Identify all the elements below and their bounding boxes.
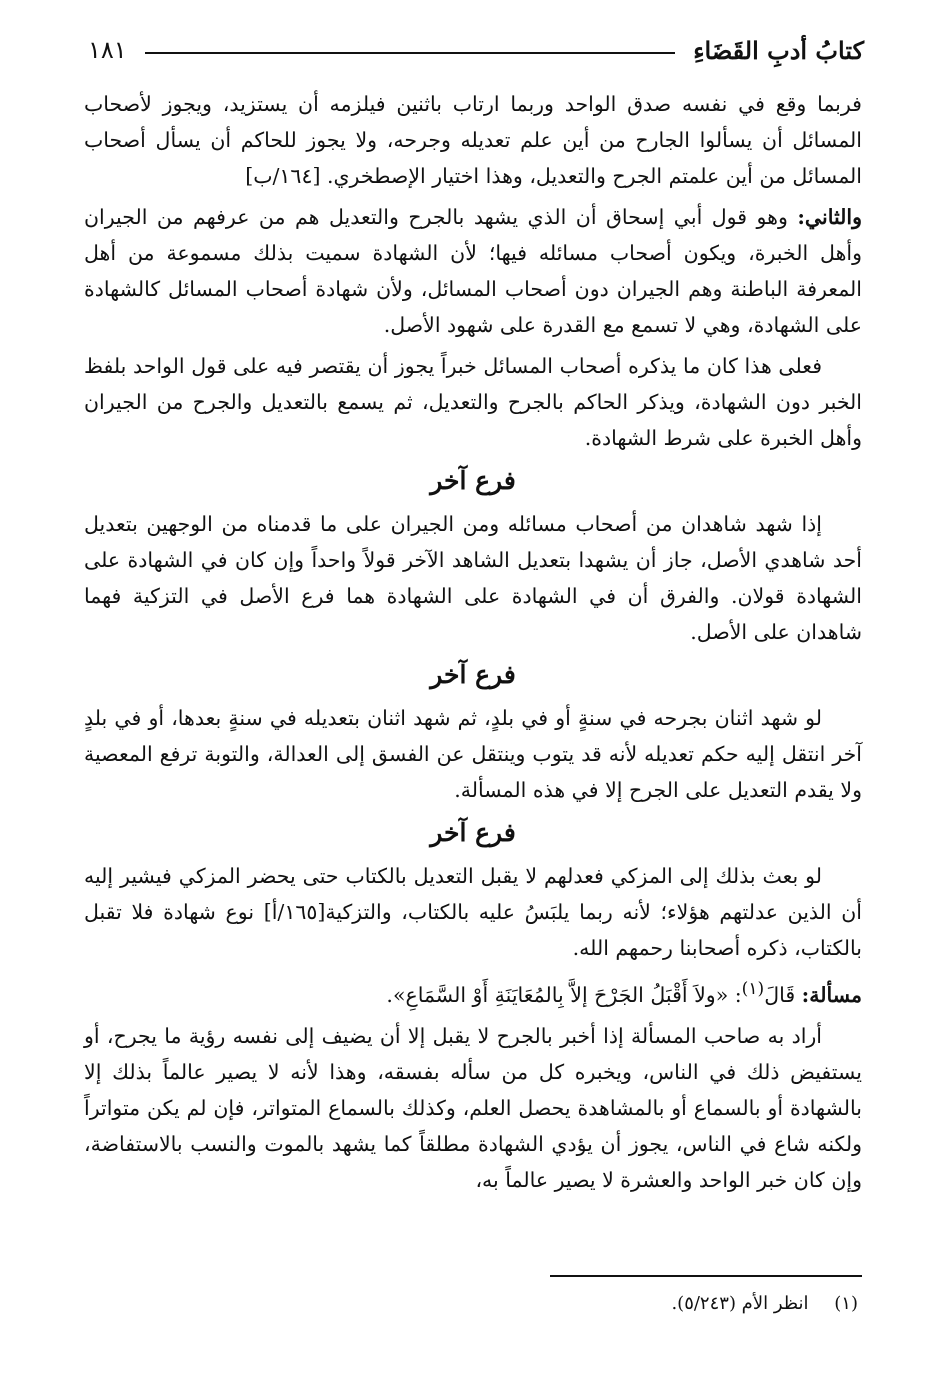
paragraph-text: لو بعث بذلك إلى المزكي فعدلهم لا يقبل التعديل بالكتاب حتى يحضر المزكي فيشير إليه أن الذين عدلتهم هؤلاء؛ لأنه ربما يلبَسُ عليه بالكتاب، والتزكية xyxy=(84,864,862,924)
masala-quote: : «ولاَ أَقْبَلُ الجَرْحَ إلاَّ بِالمُعَايَنَةِ أَوْ السَّمَاعِ». xyxy=(386,982,742,1007)
paragraph-second-view xyxy=(84,199,862,343)
footnote-text: انظر الأم (٥/٢٤٣). xyxy=(671,1293,809,1314)
section-paragraph xyxy=(84,858,862,966)
folio-marker: [١٦٥/أ] xyxy=(263,900,326,924)
paragraph-continuation xyxy=(84,86,862,194)
masala-said: قَالَ xyxy=(764,982,802,1007)
section-heading: فرع آخر xyxy=(430,466,516,495)
footnote-reference: (١) xyxy=(741,979,765,999)
paragraph-text: فربما وقع في نفسه صدق الواحد وربما ارتاب باثنين فيلزمه أن يستزيد، ويجوز لأصحاب المسائل أن يسألوا الجارح من أين علم تعديله وجرحه، ولا يجوز للحاكم أن يسأل أصحاب المسائل من أين علمتم الجرح والتعديل، وهذا اختيار الإصطخري. xyxy=(84,92,862,188)
header-rule xyxy=(145,52,676,54)
page-number: ١٨١ xyxy=(88,36,127,64)
paragraph-text: إذا شهد شاهدان من أصحاب مسائله ومن الجيران على ما قدمناه من الوجهين بتعديل أحد شاهدي الأصل، جاز أن يشهدا بتعديل الشاهد الآخر قولاً واحداً وإن كان في الشهادة على الشهادة قولان. والفرق أن في الشهادة على الشهادة هما فرع الأصل في التزكية فهما شاهدان على الأصل. xyxy=(84,512,862,644)
paragraph-text: لو شهد اثنان بجرحه في سنةٍ أو في بلدٍ، ثم شهد اثنان بتعديله في سنةٍ بعدها، أو في بلدٍ آخر انتقل إليه حكم تعديله لأنه قد يتوب وينتقل عن الفسق إلى العدالة، والتوبة ترفع المعصية ولا يقدم التعديل على الجرح إلا في هذه المسألة. xyxy=(84,706,862,802)
paragraph-text: فعلى هذا كان ما يذكره أصحاب المسائل خبراً يجوز أن يقتصر فيه على قول الواحد بلفظ الخبر دون الشهادة، ويذكر الحاكم بالجرح والتعديل، ثم يسمع بالتعديل والجرح من الجيران وأهل الخبرة على شرط الشهادة. xyxy=(84,354,862,450)
footnote-separator xyxy=(550,1275,862,1277)
section-heading: فرع آخر xyxy=(430,818,516,847)
footnote xyxy=(671,1290,858,1318)
paragraph-text: وهو قول أبي إسحاق أن الذي يشهد بالجرح والتعديل هم من عرفهم من الجيران وأهل الخبرة، ويكون أصحاب مسائله فيها؛ لأن الشهادة سميت بذلك مسموعة من أهل المعرفة الباطنة وهم الجيران دون أصحاب المسائل، ولأن شهادة أصحاب المسائل كالشهادة على الشهادة، وهي لا تسمع مع القدرة على شهود الأصل. xyxy=(84,205,862,337)
folio-marker: [١٦٤/ب] xyxy=(245,164,321,188)
section-heading: فرع آخر xyxy=(430,660,516,689)
page-header xyxy=(88,30,864,70)
section-paragraph xyxy=(84,700,862,808)
paragraph-lead: والثاني: xyxy=(797,205,862,229)
main-text xyxy=(84,86,862,1203)
footnote-number: (١) xyxy=(834,1293,858,1314)
paragraph-text: أراد به صاحب المسألة إذا أخبر بالجرح لا يقبل إلا أن يضيف إلى نفسه رؤية ما يجرح، أو يستفيض ذلك في الناس، ويخبره كل من سأله بفسقه، وهذا لأنه لا يصير عالماً بذلك إلا بالشهادة أو بالسماع أو بالمشاهدة يحصل العلم، وكذلك بالسماع المتواتر، فإن لم يكن متواتراً ولكنه شاع في الناس، يجوز أن يؤدي الشهادة مطلقاً كما يشهد بالموت والنسب بالاستفاضة، وإن كان خبر الواحد والعشرة لا يصير عالماً به، xyxy=(84,1023,862,1192)
final-paragraph xyxy=(84,1018,862,1198)
masala-paragraph xyxy=(84,971,862,1013)
book-title: كتابُ أدبِ القَضَاءِ xyxy=(693,35,864,65)
paragraph-consequence xyxy=(84,348,862,456)
paragraph-text: نوع شهادة فلا تقبل بالكتاب، ذكره أصحابنا رحمهم الله. xyxy=(84,900,862,960)
section-paragraph xyxy=(84,506,862,650)
masala-lead: مسألة: xyxy=(801,982,862,1007)
